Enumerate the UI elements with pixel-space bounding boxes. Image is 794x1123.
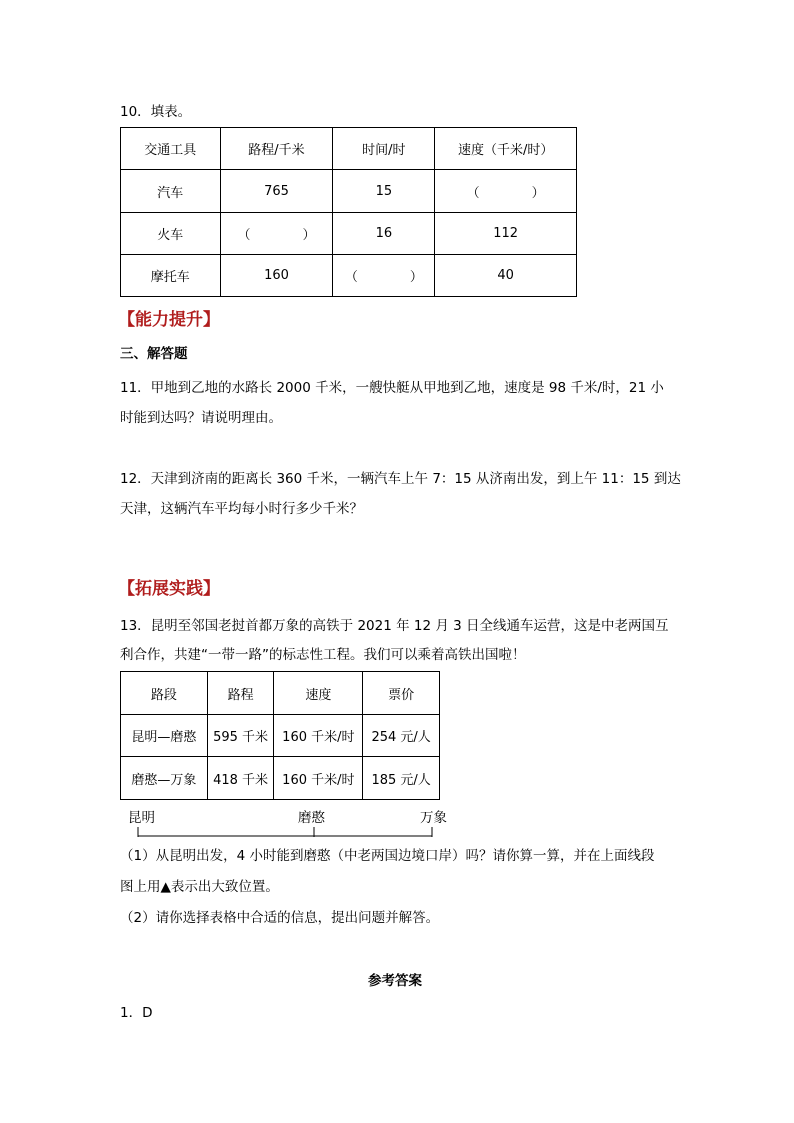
line-segment-diagram[interactable] [118,806,458,842]
table-row [121,170,577,213]
answer-1: 1．D [120,1005,153,1021]
table-header-cell: 速度 [274,672,363,715]
table-header-cell: 交通工具 [121,128,221,170]
answers-title: 参考答案 [368,973,422,989]
table-cell: 254 元/人 [363,715,440,757]
line-label-mohan: 磨憨 [298,810,325,826]
table-cell: 昆明—磨憨 [121,715,208,757]
table-cell-blank[interactable]: （ ） [435,170,577,213]
section-heading-ability: 【能力提升】 [118,310,220,330]
q13-table [120,671,440,800]
q11-line2: 时能到达吗？请说明理由。 [120,410,282,426]
table-cell-blank[interactable]: （ ） [220,213,333,255]
table-cell: 160 千米/时 [274,715,363,757]
section-heading-answer: 三、解答题 [120,346,188,362]
table-header-cell: 速度（千米/时） [435,128,577,170]
table-cell: 160 [220,255,333,297]
table-row [121,255,577,297]
table-cell: 15 [333,170,435,213]
table-cell: 160 千米/时 [274,757,363,800]
table-cell: 摩托车 [121,255,221,297]
table-cell-blank[interactable]: （ ） [333,255,435,297]
table-cell: 汽车 [121,170,221,213]
table-cell: 112 [435,213,577,255]
table-row [121,757,440,800]
table-cell: 16 [333,213,435,255]
q11-line1: 11．甲地到乙地的水路长 2000 千米，一艘快艇从甲地到乙地，速度是 98 千米/时，21 小 [120,380,664,396]
table-header-cell: 路段 [121,672,208,715]
line-label-vientiane: 万象 [420,810,447,826]
table-cell: 火车 [121,213,221,255]
table-cell: 磨憨—万象 [121,757,208,800]
line-label-kunming: 昆明 [128,810,155,826]
q13-sub1-line1: （1）从昆明出发，4 小时能到磨憨（中老两国边境口岸）吗？请你算一算，并在上面线段 [120,848,655,864]
section-heading-expand: 【拓展实践】 [118,579,220,599]
q10-title: 10．填表。 [120,104,192,120]
table-cell: 418 千米 [207,757,274,800]
table-row [121,715,440,757]
table-cell: 40 [435,255,577,297]
table-header-cell: 路程/千米 [220,128,333,170]
q10-table [120,127,577,297]
table-header-cell: 票价 [363,672,440,715]
q13-sub2: （2）请你选择表格中合适的信息，提出问题并解答。 [120,910,440,926]
q12-line2: 天津，这辆汽车平均每小时行多少千米？ [120,501,363,517]
table-header-row [121,128,577,170]
table-cell: 185 元/人 [363,757,440,800]
q13-line1: 13．昆明至邻国老挝首都万象的高铁于 2021 年 12 月 3 日全线通车运营，这是中老两国互 [120,618,669,634]
q12-line1: 12．天津到济南的距离长 360 千米，一辆汽车上午 7：15 从济南出发，到上午 11：15 到达 [120,471,681,487]
q13-sub1-line2: 图上用▲表示出大致位置。 [120,879,279,895]
table-header-cell: 时间/时 [333,128,435,170]
q13-line2: 利合作，共建“一带一路”的标志性工程。我们可以乘着高铁出国啦！ [120,647,526,663]
table-cell: 765 [220,170,333,213]
table-header-row [121,672,440,715]
table-row [121,213,577,255]
table-header-cell: 路程 [207,672,274,715]
table-cell: 595 千米 [207,715,274,757]
